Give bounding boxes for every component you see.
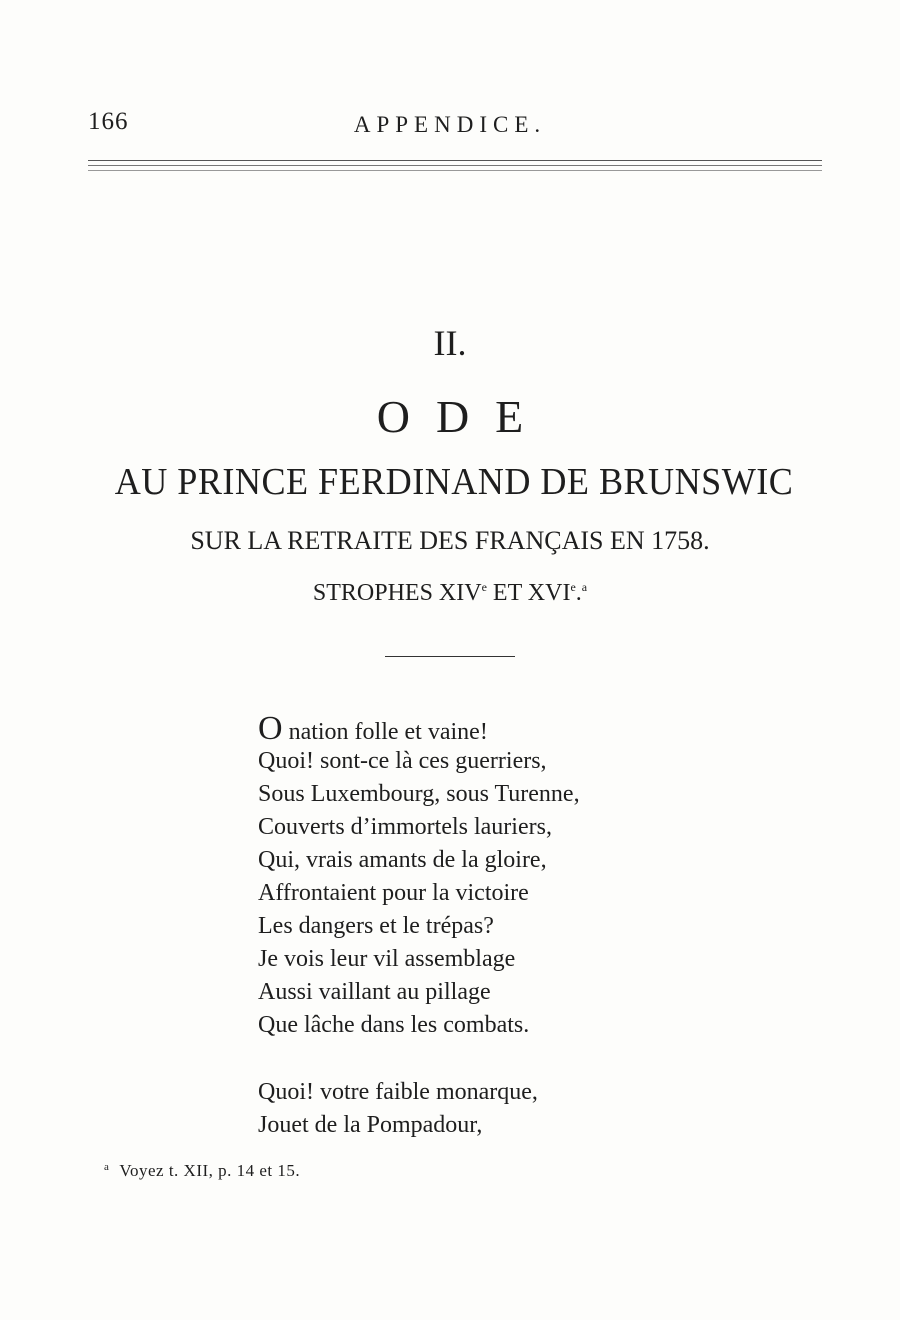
ode-title: ODE xyxy=(376,391,550,442)
page-number: 166 xyxy=(88,108,129,135)
header-rule xyxy=(88,160,822,166)
ornamental-rule xyxy=(385,656,515,657)
poem-line: Qui, vrais amants de la gloire, xyxy=(258,847,547,873)
ode-subtitle: AU PRINCE FERDINAND DE BRUNSWIC xyxy=(114,461,794,503)
stanza-gap xyxy=(258,1042,580,1076)
strophes-sup-2: e xyxy=(570,580,576,594)
drop-cap: O xyxy=(258,710,283,747)
strophes-sup-1: e xyxy=(481,580,487,594)
header-rule-secondary xyxy=(88,170,822,171)
poem-line: Que lâche dans les combats. xyxy=(258,1012,530,1038)
poem-line: Couverts d’immortels lauriers, xyxy=(258,814,552,840)
poem-line: Sous Luxembourg, sous Turenne, xyxy=(258,781,580,807)
ode-subline: SUR LA RETRAITE DES FRANÇAIS EN 1758. xyxy=(190,526,710,555)
poem-line: Jouet de la Pompadour, xyxy=(258,1112,483,1138)
poem-line-text: nation folle et vaine! xyxy=(282,719,488,745)
poem-line: Je vois leur vil assemblage xyxy=(258,946,516,972)
strophes-text-b: ET XVI xyxy=(486,580,571,606)
footnote-text: Voyez t. XII, p. 14 et 15. xyxy=(119,1161,301,1180)
poem-line: Aussi vaillant au pillage xyxy=(258,979,491,1005)
strophes-footnote-mark: a xyxy=(581,580,588,594)
footnote-mark: a xyxy=(104,1161,110,1173)
poem-line: Quoi! sont-ce là ces guerriers, xyxy=(258,748,547,774)
poem-line xyxy=(258,712,580,745)
footnote xyxy=(104,1161,300,1181)
section-number: II. xyxy=(433,323,467,363)
poem xyxy=(258,712,580,1142)
running-head: APPENDICE. xyxy=(353,112,547,137)
strophes-text-a: STROPHES XIV xyxy=(312,580,482,606)
poem-line: Affrontaient pour la victoire xyxy=(258,880,529,906)
strophes-line xyxy=(0,580,900,607)
strophes-end: . xyxy=(575,580,582,606)
poem-line: Quoi! votre faible monarque, xyxy=(258,1079,538,1105)
poem-line: Les dangers et le trépas? xyxy=(258,913,494,939)
